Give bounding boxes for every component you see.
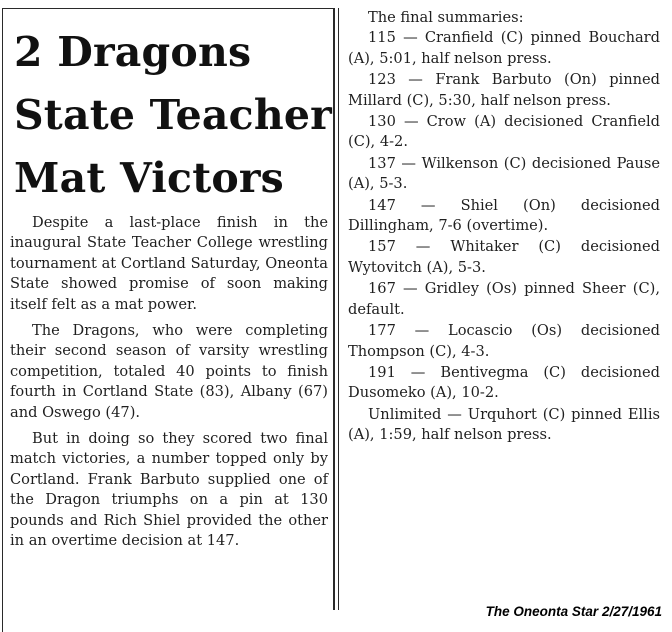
column-divider-rule: [333, 8, 335, 610]
result-line: 191 — Bentivegma (C) decisioned Dusomeko (A), 10-2.: [348, 363, 660, 402]
article-paragraph: The Dragons, who were completing their second season of varsity wrestling competition, totaled 40 points to finish fourth in Cortland State (83), Albany (67) and Oswego (47).: [10, 322, 328, 421]
result-line: 130 — Crow (A) decisioned Cranfield (C), 4-2.: [348, 113, 660, 151]
result-line: 137 — Wilkenson (C) decisioned Pause (A), 5-3.: [348, 154, 660, 193]
summaries-column: [348, 8, 660, 447]
summaries-title: The final summaries:: [368, 9, 524, 26]
result-line: 123 — Frank Barbuto (On) pinned Millard (C), 5:30, half nelson press.: [348, 71, 660, 109]
result-line: 157 — Whitaker (C) decisioned Wytovitch (A), 5-3.: [348, 238, 660, 276]
headline-line: State Teacher: [14, 91, 332, 139]
result-line: Unlimited — Urquhort (C) pinned Ellis (A), 1:59, half nelson press.: [348, 405, 660, 444]
headline-line: Mat Victors: [14, 154, 284, 202]
article-paragraph: Despite a last-place finish in the inaugural State Teacher College wrestling tournament at Cortland Saturday, Oneonta State showed promise of soon making itself felt as a mat power.: [10, 214, 328, 313]
left-border-rule: [2, 8, 3, 632]
result-line: 147 — Shiel (On) decisioned Dillingham, 7-6 (overtime).: [348, 196, 660, 235]
result-line: 177 — Locascio (Os) decisioned Thompson (C), 4-3.: [348, 322, 660, 360]
result-line: 167 — Gridley (Os) pinned Sheer (C), default.: [348, 280, 660, 318]
source-credit: The Oneonta Star 2/27/1961: [485, 604, 662, 619]
headline: [10, 24, 332, 207]
headline-line: 2 Dragons: [14, 28, 252, 76]
column-divider-rule-inner: [338, 8, 339, 610]
article-column: [10, 24, 332, 558]
result-line: 115 — Cranfield (C) pinned Bouchard (A), 5:01, half nelson press.: [348, 29, 660, 67]
article-paragraph: But in doing so they scored two final match victories, a number topped only by Cortland. Frank Barbuto supplied one of the Dragon triumphs on a pin at 130 pounds and Rich Shiel provided the other in an overtime decision at 147.: [10, 430, 328, 550]
top-rule: [2, 8, 335, 9]
